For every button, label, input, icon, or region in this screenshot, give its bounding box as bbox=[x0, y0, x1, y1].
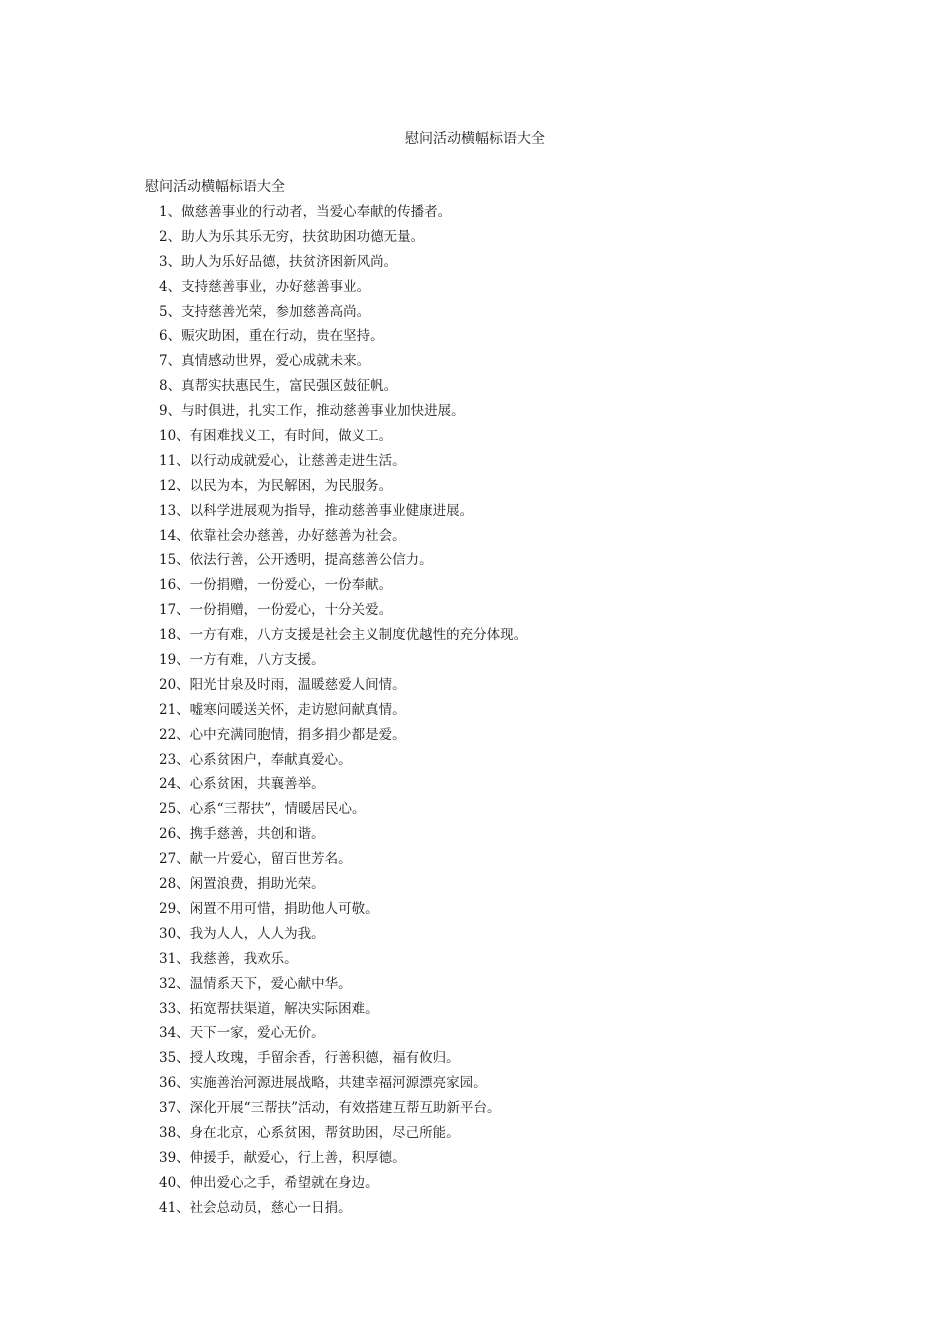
list-item: 38、身在北京，心系贫困，帮贫助困，尽己所能。 bbox=[159, 1124, 460, 1141]
list-item: 22、心中充满同胞情，捐多捐少都是爱。 bbox=[159, 726, 406, 743]
list-item: 17、一份捐赠，一份爱心，十分关爱。 bbox=[159, 602, 393, 619]
list-item: 5、支持慈善光荣，参加慈善高尚。 bbox=[159, 303, 371, 320]
list-item: 25、心系“三帮扶”，情暖居民心。 bbox=[159, 801, 366, 818]
list-item: 31、我慈善，我欢乐。 bbox=[159, 950, 298, 967]
list-item: 32、温情系天下，爱心献中华。 bbox=[159, 975, 352, 992]
list-item: 29、闲置不用可惜，捐助他人可敬。 bbox=[159, 900, 379, 917]
list-item: 6、赈灾助困，重在行动，贵在坚持。 bbox=[159, 328, 384, 345]
list-item: 37、深化开展“三帮扶”活动，有效搭建互帮互助新平台。 bbox=[159, 1100, 501, 1117]
list-item: 18、一方有难，八方支援是社会主义制度优越性的充分体现。 bbox=[159, 627, 528, 644]
list-item: 19、一方有难，八方支援。 bbox=[159, 652, 325, 669]
list-item: 41、社会总动员，慈心一日捐。 bbox=[159, 1199, 352, 1216]
list-item: 2、助人为乐其乐无穷，扶贫助困功德无量。 bbox=[159, 228, 425, 245]
list-item: 27、献一片爱心，留百世芳名。 bbox=[159, 851, 352, 868]
list-item: 10、有困难找义工，有时间，做义工。 bbox=[159, 428, 393, 445]
list-item: 1、做慈善事业的行动者，当爱心奉献的传播者。 bbox=[159, 204, 452, 220]
list-item: 16、一份捐赠，一份爱心，一份奉献。 bbox=[159, 577, 393, 594]
page-title: 慰问活动横幅标语大全 bbox=[405, 131, 545, 147]
list-item: 8、真帮实扶惠民生，富民强区鼓征帆。 bbox=[159, 378, 398, 395]
list-item: 9、与时俱进，扎实工作，推动慈善事业加快进展。 bbox=[159, 403, 465, 420]
list-item: 23、心系贫困户，奉献真爱心。 bbox=[159, 751, 352, 768]
list-item: 4、支持慈善事业，办好慈善事业。 bbox=[159, 278, 371, 295]
list-item: 26、携手慈善，共创和谐。 bbox=[159, 826, 325, 843]
list-item: 13、以科学进展观为指导，推动慈善事业健康进展。 bbox=[159, 502, 474, 519]
list-item: 34、天下一家，爱心无价。 bbox=[159, 1025, 325, 1042]
list-item: 20、阳光甘泉及时雨，温暖慈爱人间情。 bbox=[159, 676, 406, 693]
list-item: 21、嘘寒问暖送关怀，走访慰问献真情。 bbox=[159, 701, 406, 718]
list-item: 14、依靠社会办慈善，办好慈善为社会。 bbox=[159, 527, 406, 544]
list-item: 35、授人玫瑰，手留余香，行善积德，福有攸归。 bbox=[159, 1050, 460, 1067]
list-item: 40、伸出爱心之手，希望就在身边。 bbox=[159, 1174, 379, 1191]
list-item: 39、伸援手，献爱心，行上善，积厚德。 bbox=[159, 1149, 406, 1166]
list-item: 36、实施善治河源进展战略，共建幸福河源漂亮家园。 bbox=[159, 1075, 487, 1092]
list-item: 33、拓宽帮扶渠道，解决实际困难。 bbox=[159, 1000, 379, 1017]
list-item: 24、心系贫困，共襄善举。 bbox=[159, 776, 325, 793]
list-item: 28、闲置浪费，捐助光荣。 bbox=[159, 876, 325, 893]
list-item: 11、以行动成就爱心，让慈善走进生活。 bbox=[159, 452, 406, 469]
list-item: 15、依法行善，公开透明，提高慈善公信力。 bbox=[159, 552, 433, 569]
slogan-list bbox=[159, 202, 527, 1223]
list-item: 7、真情感动世界，爱心成就未来。 bbox=[159, 353, 371, 370]
document-heading: 慰问活动横幅标语大全 bbox=[145, 179, 285, 195]
list-item: 12、以民为本，为民解困，为民服务。 bbox=[159, 477, 393, 494]
list-item: 3、助人为乐好品德，扶贫济困新风尚。 bbox=[159, 253, 398, 270]
list-item: 30、我为人人，人人为我。 bbox=[159, 925, 325, 942]
